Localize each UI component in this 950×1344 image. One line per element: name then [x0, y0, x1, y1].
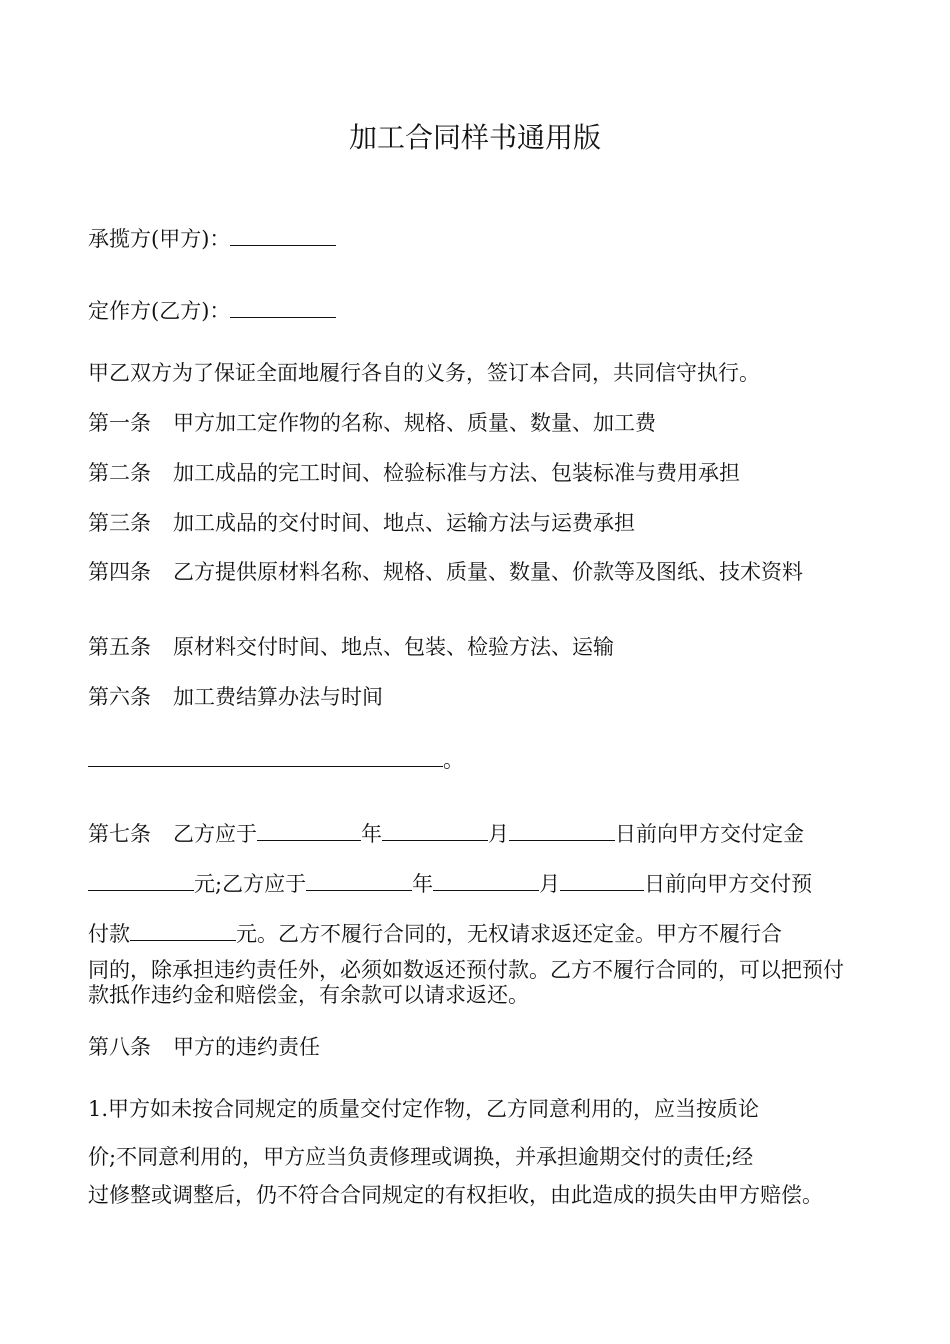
article-number: 第五条: [88, 635, 151, 659]
article-8: [88, 1034, 863, 1061]
deposit-day-blank[interactable]: [509, 820, 615, 841]
intro-paragraph: 甲乙双方为了保证全面地履行各自的义务，签订本合同，共同信守执行。: [88, 361, 760, 385]
year-label: 年: [412, 872, 434, 896]
article-text: 甲方的违约责任: [173, 1035, 320, 1059]
article-7-text: 日前向甲方交付定金: [615, 822, 804, 846]
article-1: [88, 410, 863, 437]
prepay-amount-blank[interactable]: [130, 920, 236, 941]
article-6-blank-line: [88, 746, 863, 774]
party-b-line: [88, 297, 863, 325]
article-text: 加工成品的交付时间、地点、运输方法与运费承担: [173, 511, 635, 535]
article-number: 第二条: [88, 461, 151, 485]
article-number: 第七条: [88, 822, 151, 846]
article-7-text: 付款: [88, 922, 130, 946]
year-label: 年: [361, 822, 382, 846]
article-7-text: 日前向甲方交付预: [644, 872, 813, 896]
deposit-amount-blank[interactable]: [88, 870, 194, 891]
article-7-line-2: [88, 870, 863, 898]
deposit-month-blank[interactable]: [382, 820, 488, 841]
article-number: 第四条: [88, 560, 151, 584]
party-a-label: 承揽方(甲方)：: [88, 227, 231, 251]
article-text: 原材料交付时间、地点、包装、检验方法、运输: [173, 635, 614, 659]
month-label: 月: [488, 822, 509, 846]
article-number: 第六条: [88, 685, 151, 709]
party-b-label: 定作方(乙方)：: [88, 299, 231, 323]
article-number: 第八条: [88, 1035, 151, 1059]
article-7-continued: 同的，除承担违约责任外，必须如数返还预付款。乙方不履行合同的，可以把预付款抵作违约金和赔偿金，有余款可以请求返还。: [88, 958, 844, 1007]
prepay-day-blank[interactable]: [560, 870, 644, 891]
party-a-blank[interactable]: [230, 225, 336, 246]
article-7-text: 元;乙方应于: [194, 872, 307, 896]
clause-1-line-1: 1.甲方如未按合同规定的质量交付定作物，乙方同意利用的，应当按质论: [88, 1097, 760, 1121]
party-a-line: [88, 225, 863, 253]
article-6: [88, 684, 863, 711]
article-text: 加工成品的完工时间、检验标准与方法、包装标准与费用承担: [173, 461, 740, 485]
prepay-year-blank[interactable]: [306, 870, 412, 891]
article-7-line-1: [88, 820, 863, 848]
settlement-blank[interactable]: [88, 746, 443, 767]
article-7-line-3: [88, 920, 863, 948]
document-title: 加工合同样书通用版: [348, 121, 601, 154]
deposit-year-blank[interactable]: [257, 820, 361, 841]
month-label: 月: [539, 872, 561, 896]
article-number: 第一条: [88, 411, 151, 435]
clause-1-line-2: 价;不同意利用的，甲方应当负责修理或调换，并承担逾期交付的责任;经: [88, 1145, 754, 1169]
article-2: [88, 460, 863, 487]
article-7-text: 乙方应于: [173, 822, 257, 846]
article-text: 甲方加工定作物的名称、规格、质量、数量、加工费: [173, 411, 656, 435]
party-b-blank[interactable]: [230, 297, 336, 318]
article-text: 加工费结算办法与时间: [173, 685, 383, 709]
article-text: 乙方提供原材料名称、规格、质量、数量、价款等及图纸、技术资料: [173, 560, 803, 584]
article-number: 第三条: [88, 511, 151, 535]
article-5: [88, 634, 863, 661]
prepay-month-blank[interactable]: [433, 870, 539, 891]
clause-1-continued: 过修整或调整后，仍不符合合同规定的有权拒收，由此造成的损失由甲方赔偿。: [88, 1183, 823, 1207]
article-7-text: 元。乙方不履行合同的，无权请求返还定金。甲方不履行合: [236, 922, 782, 946]
article-6-end: 。: [443, 748, 464, 772]
article-4: [88, 560, 863, 585]
article-3: [88, 510, 863, 537]
